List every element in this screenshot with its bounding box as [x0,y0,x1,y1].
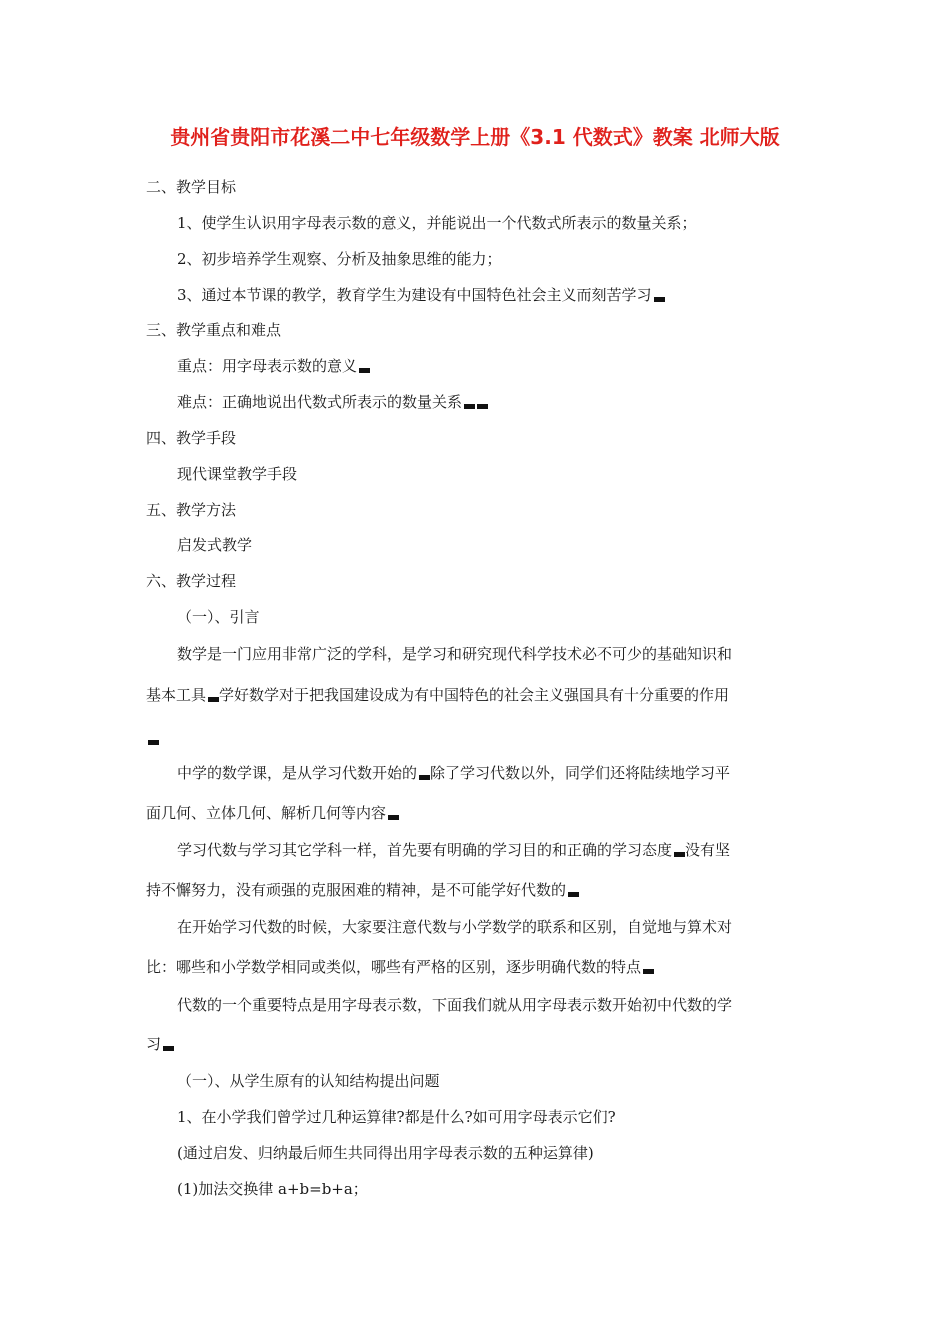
paragraph-3-line-1 [177,840,730,860]
paragraph-1-line-2a: 基本工具 [146,686,207,704]
paragraph-2-line-1b: 除了学习代数以外，同学们还将陆续地学习平 [430,764,731,782]
paragraph-1-line-2 [146,685,729,705]
goal-item-3-text: 3、通过本节课的教学，教育学生为建设有中国特色社会主义而刻苦学习 [177,286,652,304]
period-mark [464,404,475,409]
sub-heading: （一）、从学生原有的认知结构提出问题 [177,1072,440,1090]
note-line: (通过启发、归纳最后师生共同得出用字母表示数的五种运算律) [177,1144,594,1162]
paragraph-4-line-1: 在开始学习代数的时候，大家要注意代数与小学数学的联系和区别，自觉地与算术对 [177,918,733,936]
paragraph-3-line-1a: 学习代数与学习其它学科一样，首先要有明确的学习目的和正确的学习态度 [177,841,673,859]
period-mark [388,815,399,820]
period-mark [654,297,665,302]
methods-heading: 五、教学方法 [146,501,237,519]
paragraph-4-line-2 [146,957,654,977]
keypoints-heading: 三、教学重点和难点 [146,321,282,339]
period-mark [163,1046,174,1051]
period-mark [208,697,219,702]
paragraph-2-line-1a: 中学的数学课，是从学习代数开始的 [177,764,418,782]
period-mark [674,852,685,857]
difficulty-point [177,392,488,412]
key-point [177,356,370,376]
paragraph-3-line-2 [146,880,579,900]
period-mark [477,404,488,409]
goal-item-2: 2、初步培养学生观察、分析及抽象思维的能力； [177,250,502,268]
methods-text: 启发式教学 [177,536,253,554]
paragraph-3-line-2-text: 持不懈努力，没有顽强的克服困难的精神，是不可能学好代数的 [146,881,567,899]
goals-heading: 二、教学目标 [146,178,237,196]
goal-item-1: 1、使学生认识用字母表示数的意义，并能说出一个代数式所表示的数量关系； [177,214,697,232]
goal-item-3 [177,285,665,305]
paragraph-4-line-2-text: 比：哪些和小学数学相同或类似，哪些有严格的区别，逐步明确代数的特点 [146,958,642,976]
paragraph-1-line-2b: 学好数学对于把我国建设成为有中国特色的社会主义强国具有十分重要的作用 [219,686,730,704]
difficulty-point-text: 难点：正确地说出代数式所表示的数量关系 [177,393,463,411]
question-1: 1、在小学我们曾学过几种运算律?都是什么?如可用字母表示它们? [177,1108,616,1126]
paragraph-2-line-2 [146,803,399,823]
paragraph-1-line-3 [146,728,159,748]
means-text: 现代课堂教学手段 [177,465,298,483]
process-heading: 六、教学过程 [146,572,237,590]
period-mark [419,775,430,780]
paragraph-3-line-1b: 没有坚 [685,841,731,859]
period-mark [148,740,159,745]
intro-heading: （一）、引言 [177,608,260,626]
paragraph-2-line-2-text: 面几何、立体几何、解析几何等内容 [146,804,387,822]
key-point-text: 重点：用字母表示数的意义 [177,357,358,375]
period-mark [568,892,579,897]
document-title: 贵州省贵阳市花溪二中七年级数学上册《3.1 代数式》教案 北师大版 [170,125,780,149]
period-mark [359,368,370,373]
paragraph-5-line-1: 代数的一个重要特点是用字母表示数，下面我们就从用字母表示数开始初中代数的学 [177,996,733,1014]
paragraph-2-line-1 [177,763,730,783]
paragraph-5-line-2 [146,1034,174,1054]
law-1: (1)加法交换律 a+b=b+a； [177,1180,368,1198]
means-heading: 四、教学手段 [146,429,237,447]
paragraph-1-line-1: 数学是一门应用非常广泛的学科，是学习和研究现代科学技术必不可少的基础知识和 [177,645,733,663]
period-mark [643,969,654,974]
paragraph-5-line-2-text: 习 [146,1035,162,1053]
